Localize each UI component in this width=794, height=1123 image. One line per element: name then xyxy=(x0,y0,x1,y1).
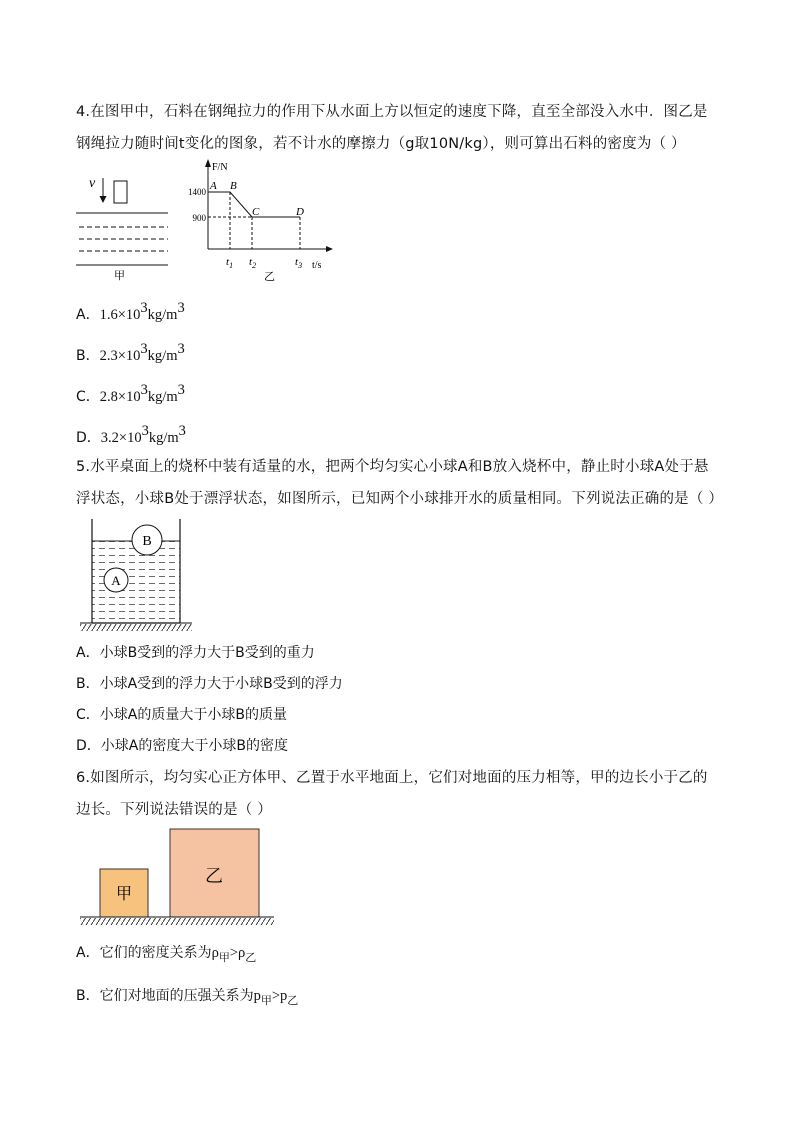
q4-option-d[interactable]: D．3.2×103kg/m3 xyxy=(76,423,186,446)
t2-label: $t_2$ xyxy=(249,256,257,270)
q5-option-c[interactable]: C．小球A的质量大于小球B的质量 xyxy=(76,707,287,723)
question-5-stem: 5.水平桌面上的烧杯中装有适量的水，把两个均匀实心小球A和B放入烧杯中，静止时小球A处于悬浮状态，小球B处于漂浮状态，如图所示，已知两个小球排开水的质量相同。下列说法正确的是（ ） xyxy=(76,459,724,507)
question-4-stem: 4.在图甲中，石料在钢绳拉力的作用下从水面上方以恒定的速度下降，直至全部没入水中．图乙是钢绳拉力随时间t变化的图象，若不计水的摩擦力（g取10N/kg），则可算出石料的密度为（ ） xyxy=(76,104,708,152)
figure-jia-caption: 甲 xyxy=(114,270,125,282)
figure-yi-caption: 乙 xyxy=(264,271,275,283)
figure-beaker xyxy=(78,517,196,633)
t3-label: $t_3$ xyxy=(295,256,303,270)
figure-cubes xyxy=(78,826,278,928)
x-axis-label: t/s xyxy=(312,260,322,271)
q5-option-d[interactable]: D．小球A的密度大于小球B的密度 xyxy=(76,738,288,754)
cube-jia-label: 甲 xyxy=(115,886,133,903)
q4-option-a[interactable]: A．1.6×103kg/m3 xyxy=(76,300,185,323)
y-axis-label: F/N xyxy=(212,162,228,173)
figure-yi-graph xyxy=(180,157,335,285)
q4-option-b[interactable]: B．2.3×103kg/m3 xyxy=(76,341,185,364)
point-d: D xyxy=(296,206,304,218)
point-c: C xyxy=(252,206,260,218)
velocity-label: v xyxy=(89,176,96,191)
ground xyxy=(80,918,274,925)
table-surface xyxy=(80,624,192,631)
q5-option-a[interactable]: A．小球B受到的浮力大于B受到的重力 xyxy=(76,645,315,661)
point-b: B xyxy=(230,180,237,192)
q5-option-b[interactable]: B．小球A受到的浮力大于小球B受到的浮力 xyxy=(76,676,343,692)
cube-yi-label: 乙 xyxy=(205,866,223,886)
question-6-stem: 6.如图所示，均匀实心正方体甲、乙置于水平地面上，它们对地面的压力相等，甲的边长小于乙的边长。下列说法错误的是（ ） xyxy=(76,770,708,818)
t1-label: $t_1$ xyxy=(226,256,234,270)
ball-b-label: B xyxy=(142,534,152,549)
q6-option-a[interactable]: A．它们的密度关系为$\rho_甲>\rho_乙$ xyxy=(76,945,257,964)
y-tick-1400: 1400 xyxy=(188,187,206,197)
stone-block xyxy=(114,181,127,203)
point-a: A xyxy=(210,180,217,192)
q6-option-b[interactable]: B．它们对地面的压强关系为$p_甲>p_乙$ xyxy=(76,988,299,1007)
ball-a-label: A xyxy=(111,573,121,588)
figure-jia xyxy=(76,170,171,282)
y-tick-900: 900 xyxy=(192,213,206,223)
q4-option-c[interactable]: C．2.8×103kg/m3 xyxy=(76,382,185,405)
